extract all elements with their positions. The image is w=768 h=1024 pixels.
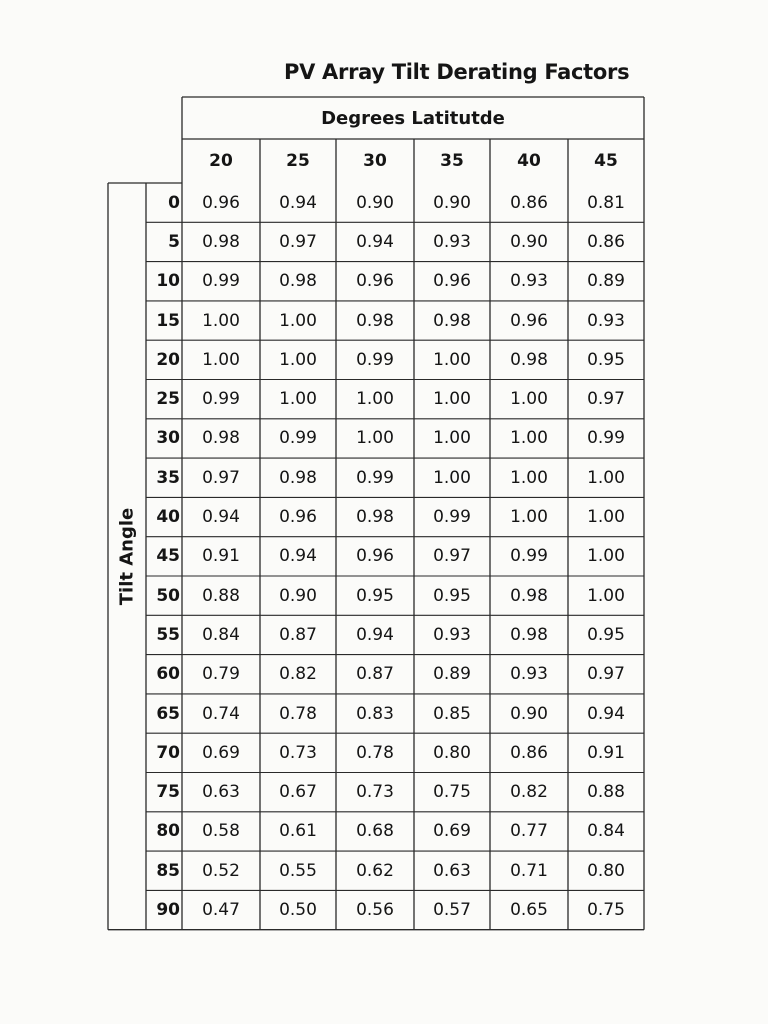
derating-value-cell: 0.78 <box>279 703 317 724</box>
derating-value-cell: 1.00 <box>279 349 317 370</box>
derating-value-cell: 1.00 <box>587 507 625 528</box>
latitude-header-cell: 25 <box>286 151 310 171</box>
tilt-angle-label: Tilt Angle <box>116 507 138 606</box>
derating-value-cell: 0.58 <box>202 821 240 842</box>
derating-value-cell: 0.80 <box>433 742 471 763</box>
derating-value-cell: 0.68 <box>356 821 394 842</box>
derating-value-cell: 0.98 <box>356 310 394 331</box>
tilt-angle-cell: 45 <box>156 546 180 567</box>
derating-value-cell: 0.98 <box>279 271 317 292</box>
derating-value-cell: 0.79 <box>202 664 240 685</box>
derating-value-cell: 0.98 <box>510 349 548 370</box>
derating-value-cell: 0.98 <box>356 507 394 528</box>
tilt-angle-cell: 20 <box>156 349 180 370</box>
derating-value-cell: 0.90 <box>279 585 317 606</box>
derating-value-cell: 0.90 <box>356 192 394 213</box>
derating-value-cell: 0.95 <box>356 585 394 606</box>
derating-value-cell: 0.65 <box>510 900 548 921</box>
derating-value-cell: 0.62 <box>356 860 394 881</box>
derating-value-cell: 0.52 <box>202 860 240 881</box>
derating-value-cell: 0.96 <box>356 271 394 292</box>
derating-value-cell: 1.00 <box>202 310 240 331</box>
derating-value-cell: 0.93 <box>433 624 471 645</box>
derating-value-cell: 0.96 <box>279 507 317 528</box>
derating-value-cell: 0.94 <box>356 231 394 252</box>
derating-value-cell: 0.99 <box>356 349 394 370</box>
derating-value-cell: 0.90 <box>510 231 548 252</box>
derating-value-cell: 0.57 <box>433 900 471 921</box>
derating-value-cell: 0.73 <box>356 782 394 803</box>
tilt-angle-cell: 70 <box>156 742 180 763</box>
derating-value-cell: 0.81 <box>587 192 625 213</box>
derating-value-cell: 0.99 <box>279 428 317 449</box>
derating-value-cell: 0.98 <box>433 310 471 331</box>
derating-value-cell: 0.99 <box>356 467 394 488</box>
derating-value-cell: 0.90 <box>433 192 471 213</box>
tilt-angle-cell: 55 <box>156 624 180 645</box>
tilt-angle-cell: 10 <box>156 271 180 292</box>
derating-value-cell: 1.00 <box>279 310 317 331</box>
derating-value-cell: 0.98 <box>510 585 548 606</box>
derating-value-cell: 0.75 <box>587 900 625 921</box>
derating-value-cell: 0.67 <box>279 782 317 803</box>
derating-value-cell: 0.98 <box>202 231 240 252</box>
latitude-header-cell: 30 <box>363 151 387 171</box>
derating-value-cell: 0.97 <box>202 467 240 488</box>
latitude-header-cell: 35 <box>440 151 464 171</box>
derating-value-cell: 0.75 <box>433 782 471 803</box>
derating-value-cell: 0.94 <box>356 624 394 645</box>
derating-value-cell: 0.93 <box>510 271 548 292</box>
latitude-header-cell: 40 <box>517 151 541 171</box>
derating-value-cell: 0.99 <box>202 271 240 292</box>
tilt-angle-cell: 60 <box>156 664 180 685</box>
derating-value-cell: 0.78 <box>356 742 394 763</box>
derating-value-cell: 0.96 <box>510 310 548 331</box>
derating-value-cell: 0.91 <box>587 742 625 763</box>
derating-value-cell: 0.87 <box>356 664 394 685</box>
derating-value-cell: 0.89 <box>433 664 471 685</box>
derating-value-cell: 0.50 <box>279 900 317 921</box>
derating-value-cell: 0.63 <box>202 782 240 803</box>
derating-value-cell: 0.97 <box>587 389 625 410</box>
derating-value-cell: 0.95 <box>587 349 625 370</box>
tilt-angle-cell: 80 <box>156 821 180 842</box>
derating-value-cell: 0.95 <box>433 585 471 606</box>
derating-value-cell: 0.85 <box>433 703 471 724</box>
derating-value-cell: 0.84 <box>587 821 625 842</box>
derating-value-cell: 1.00 <box>202 349 240 370</box>
derating-value-cell: 0.55 <box>279 860 317 881</box>
derating-value-cell: 1.00 <box>356 389 394 410</box>
derating-value-cell: 0.96 <box>356 546 394 567</box>
derating-value-cell: 0.98 <box>202 428 240 449</box>
tilt-angle-cell: 15 <box>156 310 180 331</box>
derating-value-cell: 0.86 <box>510 192 548 213</box>
derating-value-cell: 0.88 <box>202 585 240 606</box>
derating-value-cell: 0.47 <box>202 900 240 921</box>
latitude-header-cell: 20 <box>209 151 233 171</box>
derating-value-cell: 0.97 <box>433 546 471 567</box>
derating-value-cell: 0.99 <box>433 507 471 528</box>
derating-value-cell: 0.93 <box>587 310 625 331</box>
derating-value-cell: 0.86 <box>587 231 625 252</box>
tilt-angle-cell: 65 <box>156 703 180 724</box>
tilt-angle-cell: 75 <box>156 782 180 803</box>
derating-value-cell: 1.00 <box>433 389 471 410</box>
derating-value-cell: 1.00 <box>510 467 548 488</box>
derating-value-cell: 0.80 <box>587 860 625 881</box>
derating-value-cell: 0.82 <box>279 664 317 685</box>
derating-value-cell: 0.99 <box>587 428 625 449</box>
derating-value-cell: 0.56 <box>356 900 394 921</box>
derating-value-cell: 0.74 <box>202 703 240 724</box>
derating-value-cell: 0.98 <box>279 467 317 488</box>
page-title: PV Array Tilt Derating Factors <box>284 60 630 84</box>
tilt-angle-cell: 90 <box>156 900 180 921</box>
derating-value-cell: 0.96 <box>433 271 471 292</box>
derating-value-cell: 0.86 <box>510 742 548 763</box>
derating-value-cell: 1.00 <box>433 428 471 449</box>
derating-value-cell: 0.99 <box>510 546 548 567</box>
derating-value-cell: 0.93 <box>433 231 471 252</box>
derating-value-cell: 0.94 <box>587 703 625 724</box>
derating-value-cell: 1.00 <box>510 507 548 528</box>
derating-value-cell: 0.84 <box>202 624 240 645</box>
derating-value-cell: 0.94 <box>202 507 240 528</box>
derating-value-cell: 0.77 <box>510 821 548 842</box>
derating-value-cell: 0.99 <box>202 389 240 410</box>
derating-value-cell: 0.95 <box>587 624 625 645</box>
derating-value-cell: 0.83 <box>356 703 394 724</box>
derating-value-cell: 0.69 <box>433 821 471 842</box>
derating-value-cell: 1.00 <box>510 428 548 449</box>
derating-value-cell: 0.88 <box>587 782 625 803</box>
derating-value-cell: 0.97 <box>279 231 317 252</box>
derating-value-cell: 0.93 <box>510 664 548 685</box>
tilt-angle-cell: 35 <box>156 467 180 488</box>
derating-value-cell: 0.91 <box>202 546 240 567</box>
derating-value-cell: 1.00 <box>587 585 625 606</box>
latitude-group-header: Degrees Latitutde <box>321 107 505 129</box>
derating-value-cell: 0.98 <box>510 624 548 645</box>
derating-value-cell: 0.73 <box>279 742 317 763</box>
latitude-header-cell: 45 <box>594 151 618 171</box>
derating-value-cell: 1.00 <box>587 546 625 567</box>
derating-value-cell: 0.87 <box>279 624 317 645</box>
tilt-angle-cell: 85 <box>156 860 180 881</box>
derating-value-cell: 1.00 <box>510 389 548 410</box>
tilt-angle-cell: 0 <box>168 192 180 213</box>
derating-value-cell: 1.00 <box>356 428 394 449</box>
derating-value-cell: 0.82 <box>510 782 548 803</box>
derating-value-cell: 0.90 <box>510 703 548 724</box>
derating-value-cell: 0.97 <box>587 664 625 685</box>
tilt-angle-cell: 5 <box>168 231 180 252</box>
tilt-angle-cell: 40 <box>156 507 180 528</box>
derating-value-cell: 0.94 <box>279 192 317 213</box>
tilt-angle-cell: 50 <box>156 585 180 606</box>
derating-value-cell: 1.00 <box>433 349 471 370</box>
derating-value-cell: 1.00 <box>587 467 625 488</box>
derating-value-cell: 0.69 <box>202 742 240 763</box>
derating-value-cell: 0.61 <box>279 821 317 842</box>
tilt-angle-cell: 25 <box>156 389 180 410</box>
derating-value-cell: 0.71 <box>510 860 548 881</box>
derating-value-cell: 0.63 <box>433 860 471 881</box>
derating-value-cell: 0.89 <box>587 271 625 292</box>
derating-value-cell: 1.00 <box>433 467 471 488</box>
derating-value-cell: 0.94 <box>279 546 317 567</box>
tilt-angle-cell: 30 <box>156 428 180 449</box>
derating-value-cell: 0.96 <box>202 192 240 213</box>
derating-value-cell: 1.00 <box>279 389 317 410</box>
